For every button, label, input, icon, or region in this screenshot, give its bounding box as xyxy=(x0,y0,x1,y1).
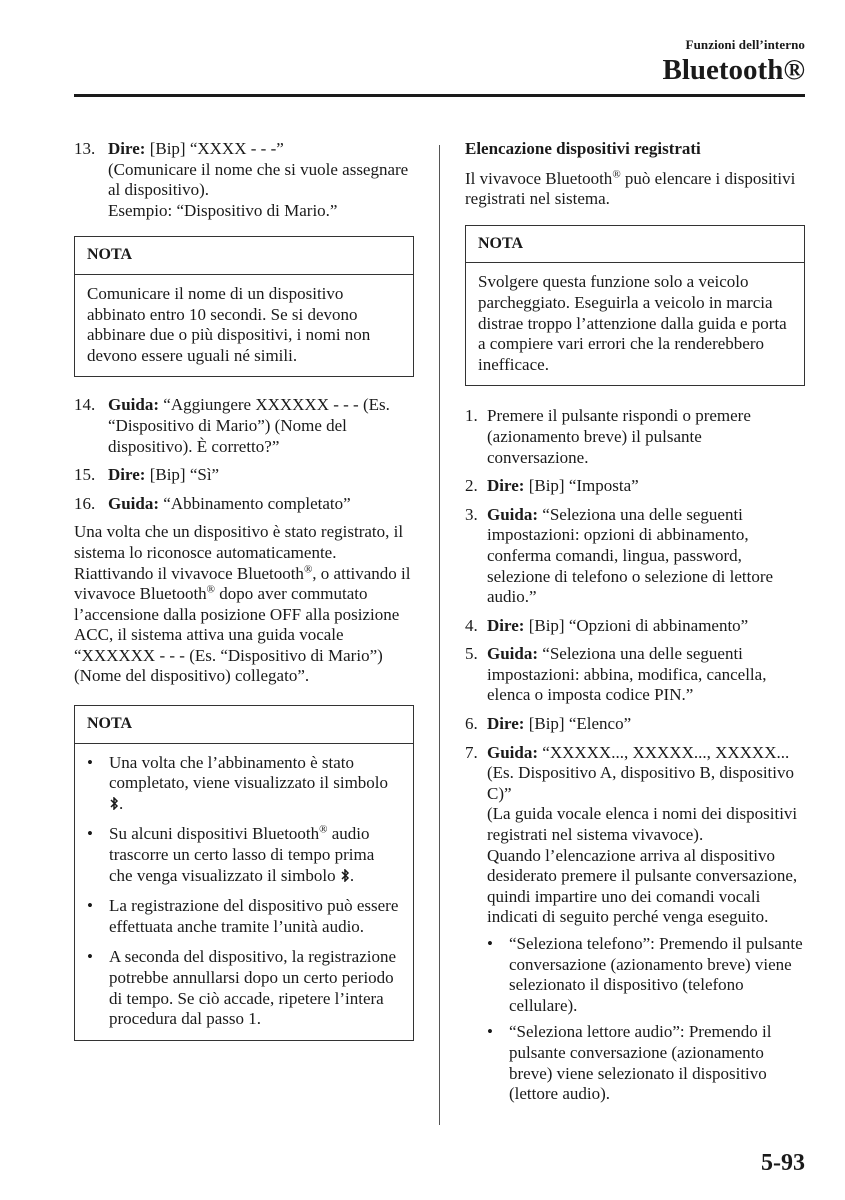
step-body: [Bip] “Imposta” xyxy=(524,476,639,496)
step-text xyxy=(487,616,805,637)
step-body: [Bip] “Sì” xyxy=(145,465,220,485)
step-label: Dire: xyxy=(487,476,525,496)
note-body xyxy=(75,744,413,1040)
step-label: Guida: xyxy=(487,742,539,762)
page-title: Bluetooth® xyxy=(662,54,805,86)
section-heading: Elencazione dispositivi registrati xyxy=(465,139,701,158)
step-13 xyxy=(74,139,414,221)
bullet-text: “Seleziona telefono”: Premendo il pulsante conversazione (azionamento breve) viene selezionato il dispositivo (telefono cellulare). xyxy=(509,934,803,1015)
bullet-dot: • xyxy=(87,947,93,967)
step-7 xyxy=(465,743,805,1111)
paragraph-part: dopo aver commutato l’accensione dalla posizione OFF alla posizione ACC, il sistema attiva una guida vocale “XXXXXX - - - (Es. “Dispositivo di Mario”) (Nome del dispositivo) collegato”. xyxy=(74,584,400,686)
registered-mark: ® xyxy=(612,167,621,180)
step-number: 4. xyxy=(465,615,478,635)
step-number: 7. xyxy=(465,742,478,762)
step-text xyxy=(108,395,414,457)
step-text xyxy=(108,139,414,221)
note-title: NOTA xyxy=(466,226,804,264)
paragraph-part: può elencare i dispositivi registrati nel sistema. xyxy=(465,168,796,209)
note-box-1 xyxy=(74,236,414,377)
step-label: Guida: xyxy=(487,644,539,664)
step-number: 2. xyxy=(465,476,478,496)
registered-mark: ® xyxy=(206,583,216,596)
sub-bullet-list xyxy=(487,934,805,1105)
step-16 xyxy=(74,494,414,515)
note-bullet xyxy=(87,896,401,937)
bullet-text: “Seleziona lettore audio”: Premendo il pulsante conversazione (azionamento breve) viene selezionato il dispositivo (lettore audio). xyxy=(509,1022,772,1104)
step-label: Dire: xyxy=(487,615,525,635)
paragraph-part: Il vivavoce Bluetooth xyxy=(465,168,613,188)
sub-bullet xyxy=(487,934,805,1016)
bullet-text-part: Una volta che l’abbinamento è stato completato, viene visualizzato il simbolo xyxy=(109,752,389,793)
bullet-period: . xyxy=(349,865,355,885)
step-number: 16. xyxy=(74,493,96,513)
step-text xyxy=(487,476,805,497)
sub-bullet xyxy=(487,1022,805,1104)
note-bullet xyxy=(87,947,401,1029)
bullet-text xyxy=(109,753,401,815)
paragraph-part: , o attivando il vivavoce Bluetooth xyxy=(74,563,411,604)
note-text: Svolgere questa funzione solo a veicolo parcheggiato. Eseguirla a veicolo in marcia distrae troppo l’attenzione dalla guida e porta a compiere vari errori che la renderebbero inefficace. xyxy=(478,272,787,374)
body-paragraph xyxy=(74,522,414,687)
bullet-text: A seconda del dispositivo, la registrazione potrebbe annullarsi dopo un certo periodo di tempo. Se ciò accade, ripetere l’intera procedura dal passo 1. xyxy=(109,947,397,1029)
step-number: 6. xyxy=(465,714,478,734)
step-body: “XXXXX..., XXXXX..., XXXXX... (Es. Dispositivo A, dispositivo B, dispositivo C)” xyxy=(487,742,794,803)
right-column xyxy=(465,139,805,1119)
note-title: NOTA xyxy=(75,237,413,275)
bullet-dot: • xyxy=(87,896,93,916)
step-label: Dire: xyxy=(108,139,146,158)
step-label: Dire: xyxy=(108,465,146,485)
step-14 xyxy=(74,395,414,457)
step-text xyxy=(108,494,414,515)
step-body: “Aggiungere XXXXXX - - - (Es. “Dispositivo di Mario”) (Nome del dispositivo). È corretto?” xyxy=(108,395,390,456)
step-text xyxy=(487,714,805,735)
intro-paragraph xyxy=(465,169,805,210)
step-number: 5. xyxy=(465,644,478,664)
step-text xyxy=(487,743,805,1111)
step-continuation: (Comunicare il nome che si vuole assegnare al dispositivo). xyxy=(108,159,409,200)
running-header-section: Funzioni dell’interno xyxy=(685,37,805,52)
bluetooth-icon xyxy=(109,797,119,810)
step-number: 3. xyxy=(465,504,478,524)
step-5 xyxy=(465,644,805,706)
step-text xyxy=(487,505,805,608)
step-3 xyxy=(465,505,805,608)
step-continuation: Quando l’elencazione arriva al dispositivo desiderato premere il pulsante conversazione, quindi impartire uno dei comandi vocali indicati di seguito perché venga eseguito. xyxy=(487,845,798,927)
step-number: 15. xyxy=(74,465,96,485)
step-body: “Abbinamento completato” xyxy=(159,493,351,513)
left-column xyxy=(74,139,414,1059)
step-body: [Bip] “Opzioni di abbinamento” xyxy=(524,615,749,635)
step-6 xyxy=(465,714,805,735)
registered-mark: ® xyxy=(319,823,328,836)
column-divider xyxy=(439,145,440,1125)
step-2 xyxy=(465,476,805,497)
step-body: “Seleziona una delle seguenti impostazioni: abbina, modifica, cancella, elenca o imposta codice PIN.” xyxy=(487,644,767,705)
step-label: Guida: xyxy=(108,395,160,415)
step-text xyxy=(108,465,414,486)
bullet-text xyxy=(109,824,401,886)
step-body: “Seleziona una delle seguenti impostazioni: opzioni di abbinamento, conferma comandi, lingua, password, selezione di telefono o selezione di lettore audio.” xyxy=(487,504,774,607)
note-box-2 xyxy=(74,705,414,1041)
bullet-period: . xyxy=(119,793,124,813)
step-body: Premere il pulsante rispondi o premere (azionamento breve) il pulsante conversazione. xyxy=(487,406,751,467)
bullet-text-part: audio trascorre un certo lasso di tempo prima che venga visualizzato il simbolo xyxy=(109,824,375,885)
bullet-dot: • xyxy=(487,934,493,953)
note-title: NOTA xyxy=(75,706,413,744)
step-label: Dire: xyxy=(487,714,525,734)
step-number: 13. xyxy=(74,139,96,158)
bullet-dot: • xyxy=(487,1022,493,1042)
step-continuation: (La guida vocale elenca i nomi dei dispositivi registrati nel sistema vivavoce). xyxy=(487,804,798,845)
step-15 xyxy=(74,465,414,486)
step-body: [Bip] “XXXX - - -” xyxy=(145,139,284,158)
step-text xyxy=(487,644,805,706)
step-body: [Bip] “Elenco” xyxy=(524,714,632,734)
paragraph-part: Una volta che un dispositivo è stato registrato, il sistema lo riconosce automaticamente. Riattivando il vivavoce Bluetooth xyxy=(74,522,404,583)
bullet-text: La registrazione del dispositivo può essere effettuata anche tramite l’unità audio. xyxy=(109,896,399,936)
bluetooth-icon xyxy=(340,869,350,882)
bullet-dot: • xyxy=(87,752,93,772)
step-number: 14. xyxy=(74,395,96,415)
note-bullet xyxy=(87,824,401,886)
step-4 xyxy=(465,616,805,637)
note-text: Comunicare il nome di un dispositivo abbinato entro 10 secondi. Se si devono abbinare due o più dispositivi, i nomi non devono essere uguali né simili. xyxy=(87,283,371,365)
header-rule xyxy=(74,94,805,97)
note-bullet xyxy=(87,753,401,815)
note-bullet-list xyxy=(87,753,401,1030)
step-label: Guida: xyxy=(487,504,539,524)
step-example: Esempio: “Dispositivo di Mario.” xyxy=(108,200,338,220)
note-box-3 xyxy=(465,225,805,387)
bullet-text-part: Su alcuni dispositivi Bluetooth xyxy=(109,824,320,844)
registered-mark: ® xyxy=(303,562,313,575)
step-number: 1. xyxy=(465,406,478,426)
step-1 xyxy=(465,406,805,468)
step-label: Guida: xyxy=(108,493,160,513)
page-number: 5-93 xyxy=(761,1150,805,1176)
bullet-dot: • xyxy=(87,824,93,844)
